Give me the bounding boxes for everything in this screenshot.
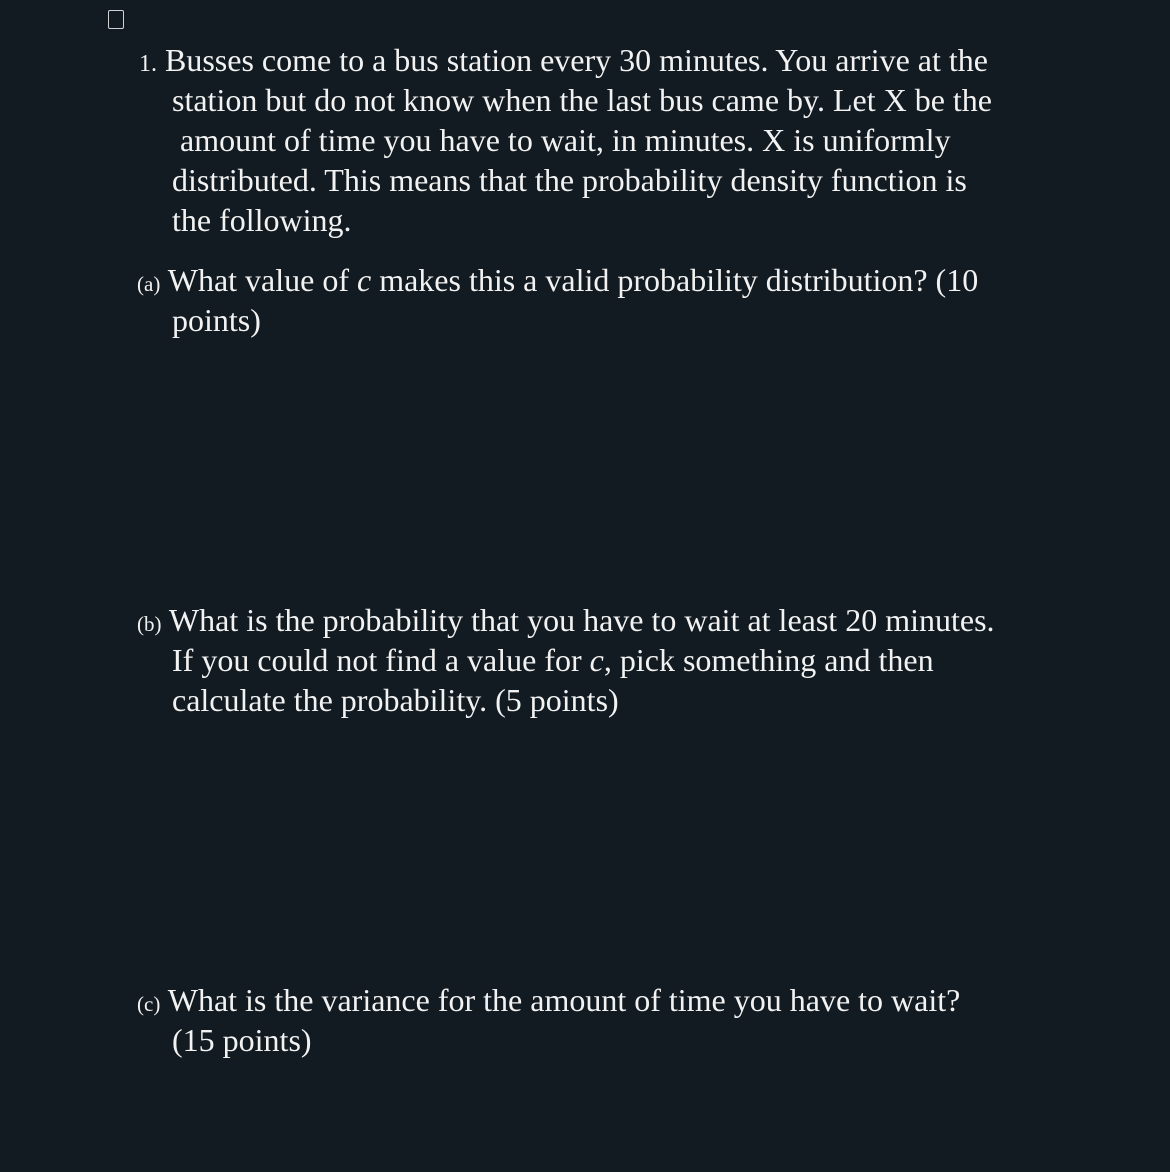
part-a-text-after: makes this a valid probability distribution? (10 xyxy=(371,262,979,298)
question-line-2: station but do not know when the last bus came by. Let X be the xyxy=(172,82,992,118)
part-a-line-2: points) xyxy=(172,302,261,338)
part-b-line-3: calculate the probability. (5 points) xyxy=(172,682,619,718)
question-number: 1. xyxy=(139,51,157,77)
part-c-marker: (c) xyxy=(137,992,161,1016)
part-c-text-line-1: What is the variance for the amount of time you have to wait? xyxy=(167,982,961,1018)
question-line-1 xyxy=(139,40,988,84)
question-line-3: amount of time you have to wait, in minutes. X is uniformly xyxy=(180,122,951,158)
part-b-line-1 xyxy=(137,600,995,644)
part-b-variable: c xyxy=(589,642,604,678)
part-b-line-2 xyxy=(172,640,934,680)
question-line-4: distributed. This means that the probability density function is xyxy=(172,162,967,198)
part-b-marker: (b) xyxy=(137,612,162,636)
part-c-line-1 xyxy=(137,980,960,1024)
part-b-text-after: , pick something and then xyxy=(603,642,934,678)
checkbox[interactable] xyxy=(108,10,124,29)
part-b-text-line-1: What is the probability that you have to wait at least 20 minutes. xyxy=(168,602,995,638)
part-a-variable: c xyxy=(356,262,372,298)
question-line-5: the following. xyxy=(172,202,352,238)
part-a-marker: (a) xyxy=(137,272,161,296)
part-a-line-1 xyxy=(137,260,978,304)
part-a-text-before: What value of xyxy=(167,262,357,298)
part-b-text-before: If you could not find a value for xyxy=(172,642,590,678)
part-c-line-2: (15 points) xyxy=(172,1022,312,1058)
question-text-line-1: Busses come to a bus station every 30 minutes. You arrive at the xyxy=(165,42,988,78)
